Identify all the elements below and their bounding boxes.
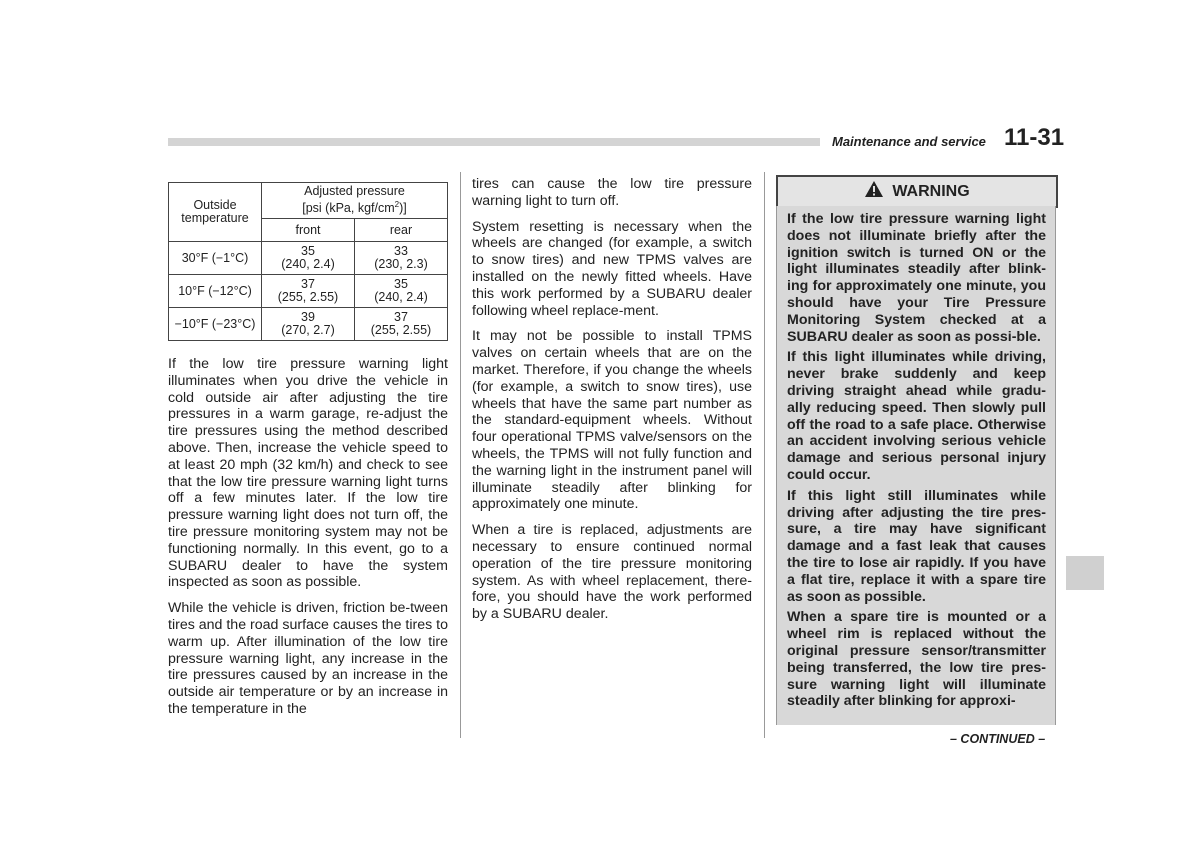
- column-divider-left: [460, 172, 461, 738]
- header-rear: rear: [355, 219, 448, 242]
- warning-header: [776, 175, 1058, 208]
- paragraph: System resetting is necessary when the wheels are changed (for example, a switch to snow tires) and new TPMS valves are installed on the newly fitted wheels. Have this work performed by a SUBARU dealer following wheel replace-ment.: [472, 218, 752, 319]
- table-row: [169, 275, 448, 308]
- front-cell: 35 (240, 2.4): [262, 242, 355, 275]
- paragraph: While the vehicle is driven, friction be-tween tires and the road surface causes the tires to warm up. After illumination of the low tire pressure warning light, any increase in the tire pressures caused by an increase in the outside air temperature or by an increase in the temperature in the: [168, 600, 448, 717]
- table-row: [169, 242, 448, 275]
- header-outside-temperature: Outside temperature: [169, 183, 262, 242]
- paragraph: It may not be possible to install TPMS valves on certain wheels that are on the market. Therefore, if you change the wheels (for example, a switch to snow tires), use wheels that have the same part number as the standard-equipment wheels. Without four operational TPMS valve/sensors on the wheels, the TPMS will not fully function and the warning light in the instrument panel will illuminate steadily after blinking for approximately one minute.: [472, 328, 752, 513]
- chapter-tab: [1066, 556, 1104, 590]
- column-divider-right: [764, 172, 765, 738]
- warning-paragraph: If this light still illuminates while driving after adjusting the tire pres-sure, a tire may have significant damage and a fast leak that causes the tire to lose air rapidly. If you have a flat tire, replace it with a spare tire as soon as possible.: [787, 487, 1046, 605]
- header-adjusted-pressure: Adjusted pressure [psi (kPa, kgf/$cm^2$)]: [262, 183, 448, 219]
- warning-paragraph: If the low tire pressure warning light does not illuminate briefly after the ignition switch is turned ON or the light illuminates steadily after blink-ing for approximately one minute, you should have your Tire Pressure Monitoring System checked at a SUBARU dealer as soon as possi-ble.: [787, 211, 1046, 345]
- warning-paragraph: If this light illuminates while driving, never brake suddenly and keep driving straight ahead while gradu-ally reducing speed. Then slowly pull off the road to a safe place. Otherwise an accident involving serious vehicle damage and serious personal injury could occur.: [787, 349, 1046, 483]
- middle-column-text: [472, 176, 752, 632]
- paragraph: tires can cause the low tire pressure warning light to turn off.: [472, 176, 752, 209]
- continued-label: – CONTINUED –: [950, 732, 1046, 746]
- rear-cell: 37 (255, 2.55): [355, 308, 448, 341]
- left-column-text: [168, 356, 448, 727]
- section-title: Maintenance and service: [832, 134, 986, 149]
- temp-cell: −10°F (−23°C): [169, 308, 262, 341]
- temp-cell: 30°F (−1°C): [169, 242, 262, 275]
- warning-body: [776, 206, 1056, 725]
- table-row: [169, 308, 448, 341]
- rear-cell: 35 (240, 2.4): [355, 275, 448, 308]
- warning-label: WARNING: [892, 182, 970, 200]
- tire-pressure-table: [168, 182, 448, 341]
- warning-triangle-icon: [864, 180, 884, 203]
- front-cell: 39 (270, 2.7): [262, 308, 355, 341]
- paragraph: When a tire is replaced, adjustments are necessary to ensure continued normal operation of the tire pressure monitoring system. As with wheel replacement, there-fore, you should have the work performed by a SUBARU dealer.: [472, 522, 752, 623]
- rear-cell: 33 (230, 2.3): [355, 242, 448, 275]
- warning-paragraph: When a spare tire is mounted or a wheel rim is replaced without the original pressure sensor/transmitter being transferred, the low tire pres-sure warning light will illuminate steadily after blinking for approxi-: [787, 609, 1046, 710]
- temp-cell: 10°F (−12°C): [169, 275, 262, 308]
- page-number: 11-31: [1004, 124, 1065, 151]
- paragraph: If the low tire pressure warning light illuminates when you drive the vehicle in cold outside air after adjusting the tire pressures in a warm garage, re-adjust the tire pressures using the method described above. Then, increase the vehicle speed to at least 20 mph (32 km/h) and check to see that the low tire pressure warning light turns off a few minutes later. If the low tire pressure warning light does not turn off, the tire pressure monitoring system may not be functioning normally. In this event, go to a SUBARU dealer to have the system inspected as soon as possible.: [168, 356, 448, 591]
- header-rule: [168, 138, 820, 146]
- front-cell: 37 (255, 2.55): [262, 275, 355, 308]
- header-front: front: [262, 219, 355, 242]
